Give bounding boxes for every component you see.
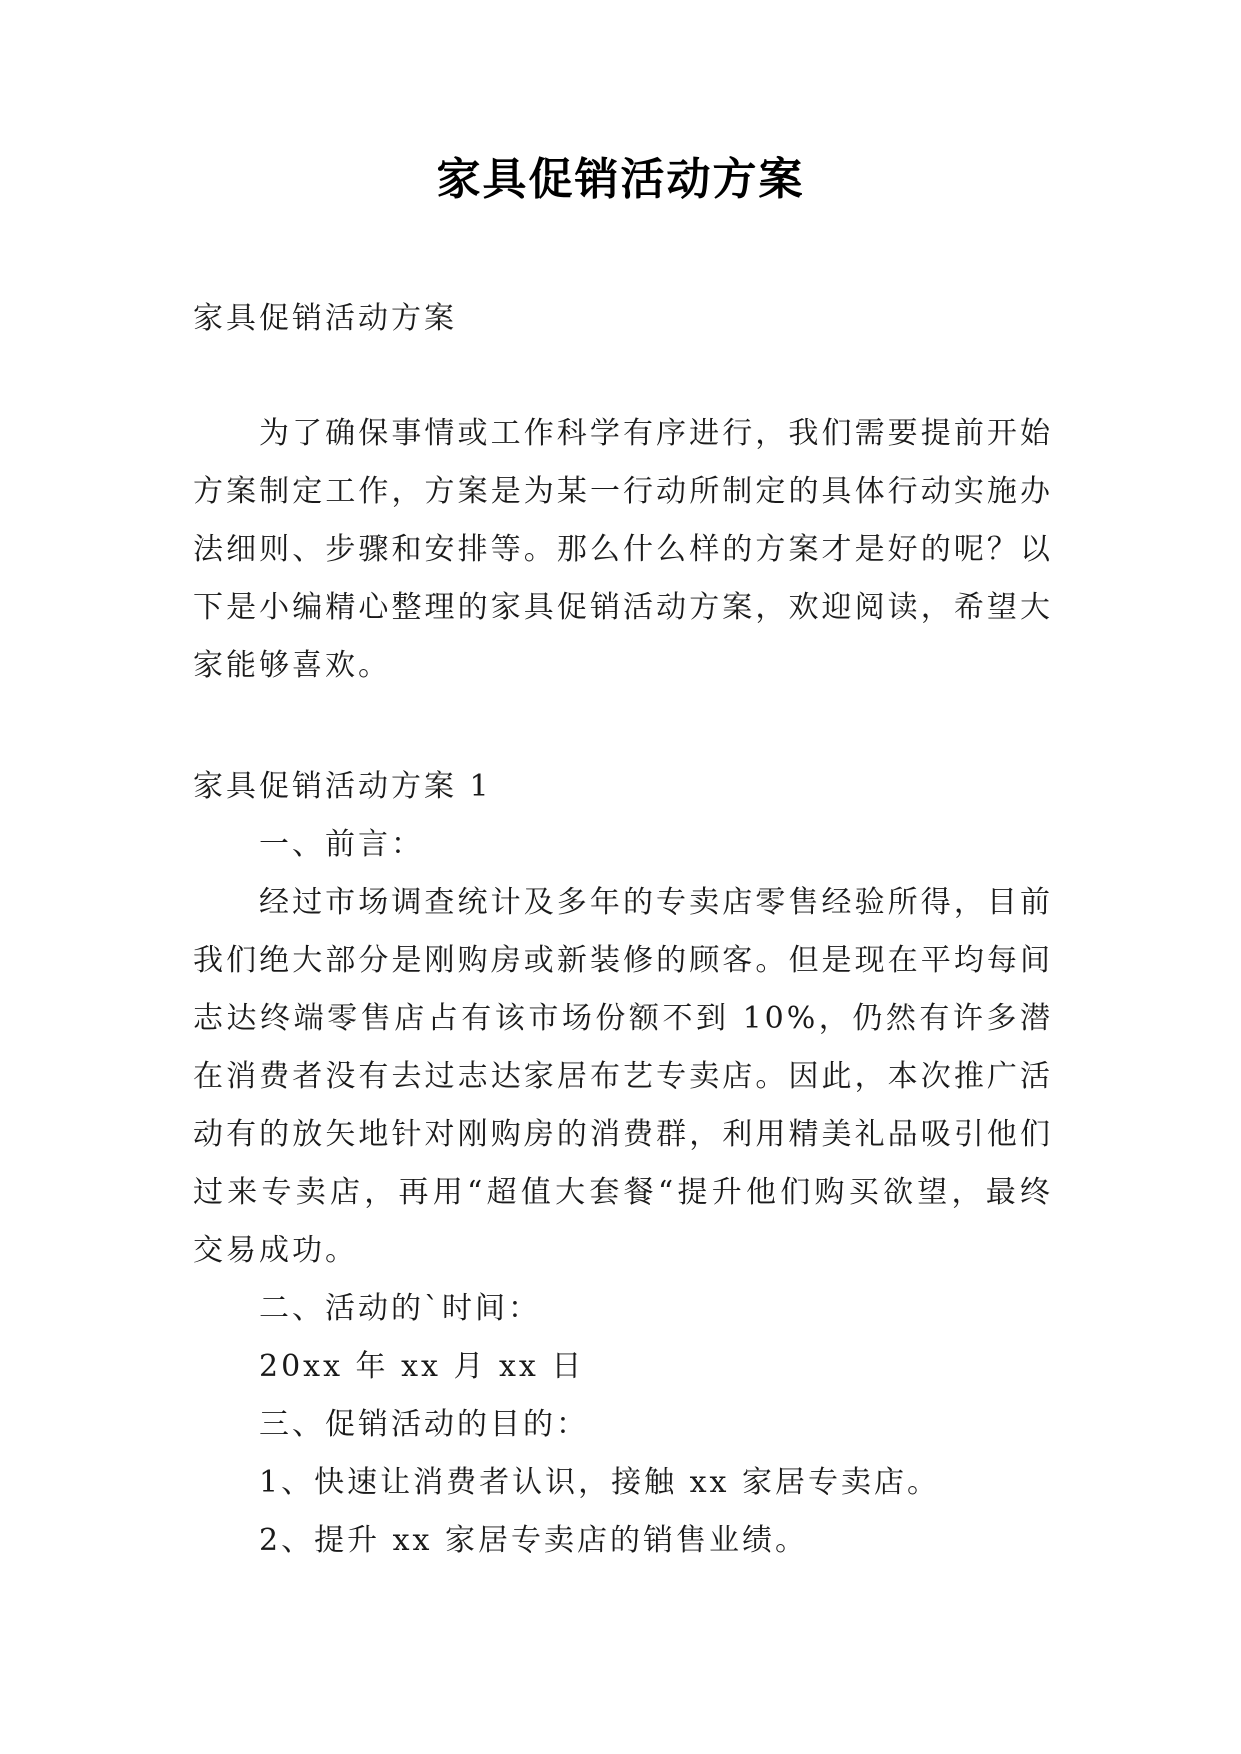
preface-heading: 一、前言：	[259, 827, 424, 862]
purpose-heading: 三、促销活动的目的：	[259, 1407, 589, 1442]
time-value: 20xx 年 xx 月 xx 日	[259, 1349, 585, 1384]
document-title: 家具促销活动方案	[436, 154, 805, 205]
section-1	[193, 758, 1053, 1570]
purpose-item: 2、提升 xx 家居专卖店的销售业绩。	[259, 1523, 808, 1558]
time-heading: 二、活动的`时间：	[259, 1291, 541, 1326]
purpose-item: 1、快速让消费者认识，接触 xx 家居专卖店。	[259, 1465, 940, 1500]
intro-paragraph: 为了确保事情或工作科学有序进行，我们需要提前开始方案制定工作，方案是为某一行动所制定的具体行动实施办法细则、步骤和安排等。那么什么样的方案才是好的呢？以下是小编精心整理的家具促销活动方案，欢迎阅读，希望大家能够喜欢。	[193, 416, 1053, 683]
section-1-heading: 家具促销活动方案 1	[193, 769, 492, 804]
preface-paragraph: 经过市场调查统计及多年的专卖店零售经验所得，目前我们绝大部分是刚购房或新装修的顾客。但是现在平均每间志达终端零售店占有该市场份额不到 10%，仍然有许多潜在消费者没有去过志达家居布艺专卖店。因此，本次推广活动有的放矢地针对刚购房的消费群，利用精美礼品吸引他们过来专卖店，再用“超值大套餐“提升他们购买欲望，最终交易成功。	[193, 885, 1053, 1268]
document-subtitle: 家具促销活动方案	[193, 301, 457, 336]
